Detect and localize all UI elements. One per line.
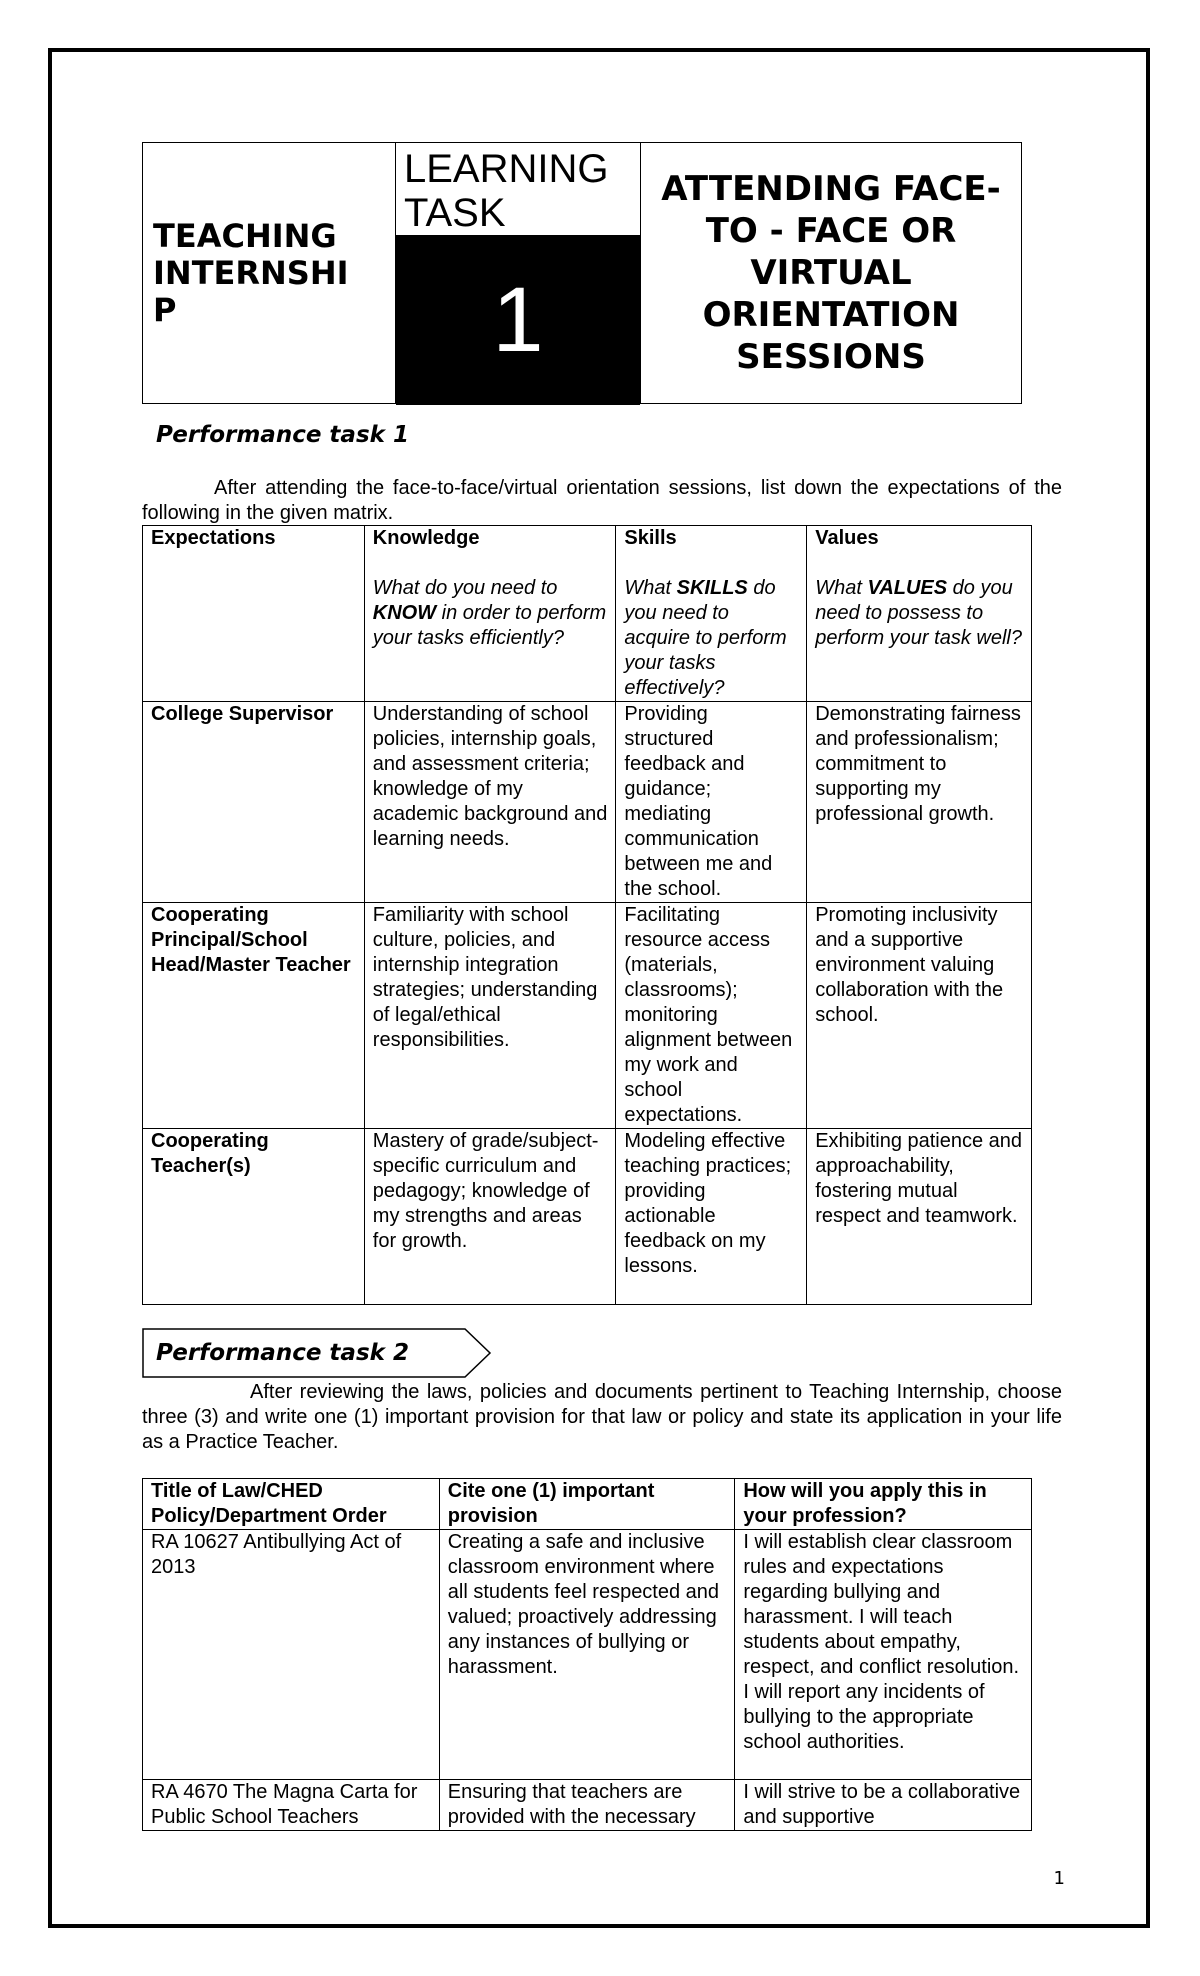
table-row (143, 1129, 1032, 1305)
column-header: Cite one (1) important provision (439, 1479, 735, 1530)
skills-prompt (624, 576, 798, 701)
role-cell: College Supervisor (143, 702, 365, 903)
values-cell: Exhibiting patience and approachability, fostering mutual respect and teamwork. (807, 1129, 1032, 1305)
column-header: Values (815, 527, 879, 549)
law-title-cell: RA 10627 Antibullying Act of 2013 (143, 1530, 440, 1780)
task-number: 1 (396, 235, 640, 405)
expectations-table (142, 525, 1032, 1305)
role-cell: Cooperating Teacher(s) (143, 1129, 365, 1305)
application-cell: I will establish clear classroom rules and expectations regarding bullying and harassment. I will teach students about empathy, respect, and conflict resolution. I will report any incidents of bullying to the appropriate school authorities. (735, 1530, 1032, 1780)
skills-cell: Modeling effective teaching practices; providing actionable feedback on my lessons. (616, 1129, 807, 1305)
provision-cell: Ensuring that teachers are provided with the necessary (439, 1780, 735, 1831)
page-number: 1 (1053, 1868, 1065, 1889)
table-row (143, 702, 1032, 903)
values-prompt (815, 576, 1023, 651)
table-header-row (143, 1479, 1032, 1530)
table-row (143, 903, 1032, 1129)
column-header: Skills (624, 527, 677, 549)
subject-cell (143, 143, 396, 403)
table-row (143, 1780, 1032, 1831)
task-label: LEARNING TASK (404, 147, 609, 235)
column-header: Expectations (143, 526, 365, 702)
prompt-text: do you need to possess to perform your task well? (815, 577, 1022, 649)
knowledge-header-cell (364, 526, 616, 702)
performance-task-1-title: Performance task 1 (156, 422, 409, 448)
knowledge-cell: Understanding of school policies, internship goals, and assessment criteria; knowledge of my academic background and learning needs. (364, 702, 616, 903)
performance-task-2-instruction: After reviewing the laws, policies and documents pertinent to Teaching Internship, choose three (3) and write one (1) important provision for that law or policy and state its application in your life as a Practice Teacher. (142, 1381, 1062, 1453)
prompt-text: What (624, 577, 677, 599)
performance-task-1-instruction: After attending the face-to-face/virtual orientation sessions, list down the expectations of the following in the given matrix. (142, 477, 1062, 524)
column-header: Title of Law/CHED Policy/Department Order (143, 1479, 440, 1530)
laws-policies-table (142, 1478, 1032, 1831)
column-header: Knowledge (372, 527, 480, 549)
task-title: ATTENDING FACE- TO - FACE OR VIRTUAL ORIENTATION SESSIONS (661, 169, 1001, 377)
values-header-cell (807, 526, 1032, 702)
law-title-cell: RA 4670 The Magna Carta for Public School Teachers (143, 1780, 440, 1831)
values-cell: Promoting inclusivity and a supportive environment valuing collaboration with the school. (807, 903, 1032, 1129)
knowledge-cell: Familiarity with school culture, policies, and internship integration strategies; understanding of legal/ethical responsibilities. (364, 903, 616, 1129)
provision-cell: Creating a safe and inclusive classroom environment where all students feel respected and valued; proactively addressing any instances of bullying or harassment. (439, 1530, 735, 1780)
prompt-text: What do you need to (372, 577, 558, 599)
prompt-emphasis: VALUES (867, 577, 948, 599)
subject-label: TEACHING INTERNSHI P (153, 216, 349, 329)
table-header-row (143, 526, 1032, 702)
skills-cell: Providing structured feedback and guidance; mediating communication between me and the school. (616, 702, 807, 903)
skills-header-cell (616, 526, 807, 702)
column-header: How will you apply this in your profession? (735, 1479, 1032, 1530)
performance-task-2-title: Performance task 2 (156, 1340, 409, 1366)
learning-task-header (142, 142, 1022, 404)
skills-cell: Facilitating resource access (materials, classrooms); monitoring alignment between my work and school expectations. (616, 903, 807, 1129)
role-cell: Cooperating Principal/School Head/Master Teacher (143, 903, 365, 1129)
prompt-emphasis: KNOW (372, 602, 437, 624)
knowledge-cell: Mastery of grade/subject-specific curriculum and pedagogy; knowledge of my strengths and areas for growth. (364, 1129, 616, 1305)
task-title-cell (641, 143, 1021, 403)
table-row (143, 1530, 1032, 1780)
prompt-text: in order to perform your tasks efficiently? (372, 602, 607, 649)
values-cell: Demonstrating fairness and professionalism; commitment to supporting my professional growth. (807, 702, 1032, 903)
prompt-text: What (815, 577, 868, 599)
task-number-cell (396, 143, 641, 403)
application-cell: I will strive to be a collaborative and supportive (735, 1780, 1032, 1831)
prompt-emphasis: SKILLS (676, 577, 748, 599)
knowledge-prompt (373, 576, 608, 651)
prompt-text: do you need to acquire to perform your tasks effectively? (624, 577, 787, 699)
